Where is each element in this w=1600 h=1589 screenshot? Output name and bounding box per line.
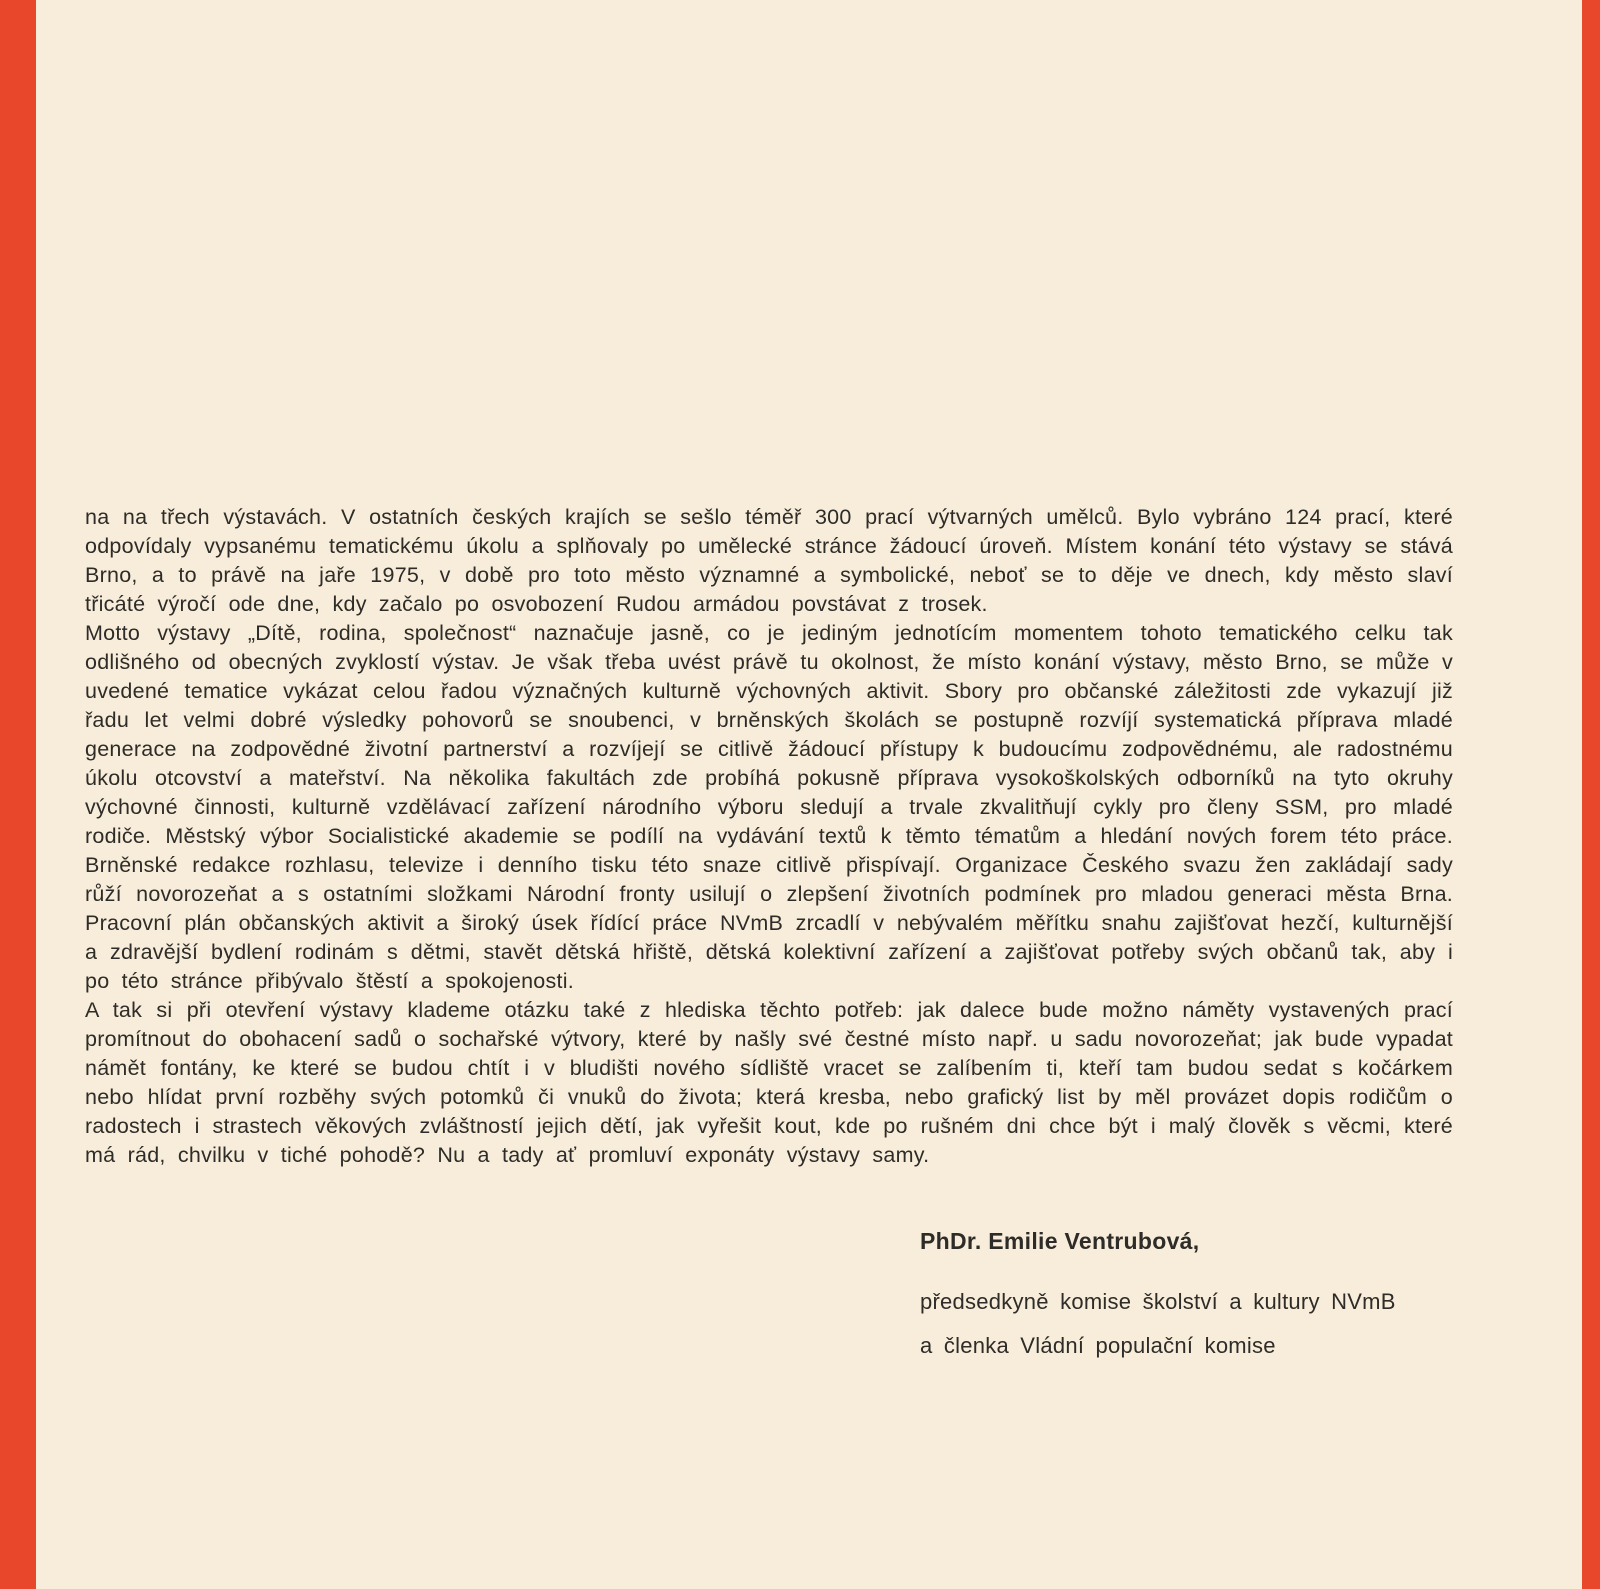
left-binding-strip <box>0 0 36 1589</box>
signature-name: PhDr. Emilie Ventrubová, <box>920 1228 1200 1254</box>
page-text-block <box>85 503 1453 1368</box>
paragraph-2: Motto výstavy „Dítě, rodina, společnost“ naznačuje jasně, co je jediným jednotícím momentem tohoto tematického celku tak odlišného od obecných zvyklostí výstav. Je však třeba uvést právě tu okolnost, že místo konání výstavy, město Brno, se může v uvedené tematice vykázat celou řadou význačných kulturně výchovných aktivit. Sbory pro občanské záležitosti zde vykazují již řadu let velmi dobré výsledky pohovorů se snoubenci, v brněnských školách se postupně rozvíjí systematická příprava mladé generace na zodpovědné životní partnerství a rozvíjejí se citlivě žádoucí přístupy k budoucímu zodpovědnému, ale radostnému úkolu otcovství a mateřství. Na několika fakultách zde probíhá pokusně příprava vysokoškolských odborníků na tyto okruhy výchovné činnosti, kulturně vzdělávací zařízení národního výboru sledují a trvale zkvalitňují cykly pro členy SSM, pro mladé rodiče. Městský výbor Socialistické akademie se podílí na vydávání textů k těmto tématům a hledání nových forem této práce. Brněnské redakce rozhlasu, televize i denního tisku této snaze citlivě přispívají. Organizace Českého svazu žen zakládají sady růží novorozeňat a s ostatními složkami Národní fronty usilují o zlepšení životních podmínek pro mladou generaci města Brna. Pracovní plán občanských aktivit a široký úsek řídící práce NVmB zrcadlí v nebývalém měřítku snahu zajišťovat hezčí, kulturnější a zdravější bydlení rodinám s dětmi, stavět dětská hřiště, dětská kolektivní zařízení a zajišťovat potřeby svých občanů tak, aby i po této stránce přibývalo štěstí a spokojenosti. <box>85 621 1453 993</box>
right-page-edge-strip <box>1582 0 1600 1589</box>
signature-role-line-2: a členka Vládní populační komise <box>920 1333 1276 1358</box>
paragraph-1: na na třech výstavách. V ostatních českých krajích se sešlo téměř 300 prací výtvarných umělců. Bylo vybráno 124 prací, které odpovídaly vypsanému tematickému úkolu a splňovaly po umělecké stránce žádoucí úroveň. Místem konání této výstavy se stává Brno, a to právě na jaře 1975, v době pro toto město významné a symbolické, neboť se to děje ve dnech, kdy město slaví třicáté výročí ode dne, kdy začalo po osvobození Rudou armádou povstávat z trosek. <box>85 505 1453 616</box>
paragraph-3: A tak si při otevření výstavy klademe otázku také z hlediska těchto potřeb: jak dalece bude možno náměty vystavených prací promítnout do obohacení sadů o sochařské výtvory, které by našly své čestné místo např. u sadu novorozeňat; jak bude vypadat námět fontány, ke které se budou chtít i v bludišti nového sídliště vracet se zalíbením ti, kteří tam budou sedat s kočárkem nebo hlídat první rozběhy svých potomků či vnuků do života; která kresba, nebo grafický list by měl provázet dopis rodičům o radostech i strastech věkových zvláštností jejich dětí, jak vyřešit kout, kde po rušném dni chce být i malý člověk s věcmi, které má rád, chvilku v tiché pohodě? Nu a tady ať promluví exponáty výstavy samy. <box>85 998 1453 1167</box>
signature-block <box>920 1226 1453 1368</box>
signature-role-line-1: předsedkyně komise školství a kultury NVmB <box>920 1289 1396 1314</box>
